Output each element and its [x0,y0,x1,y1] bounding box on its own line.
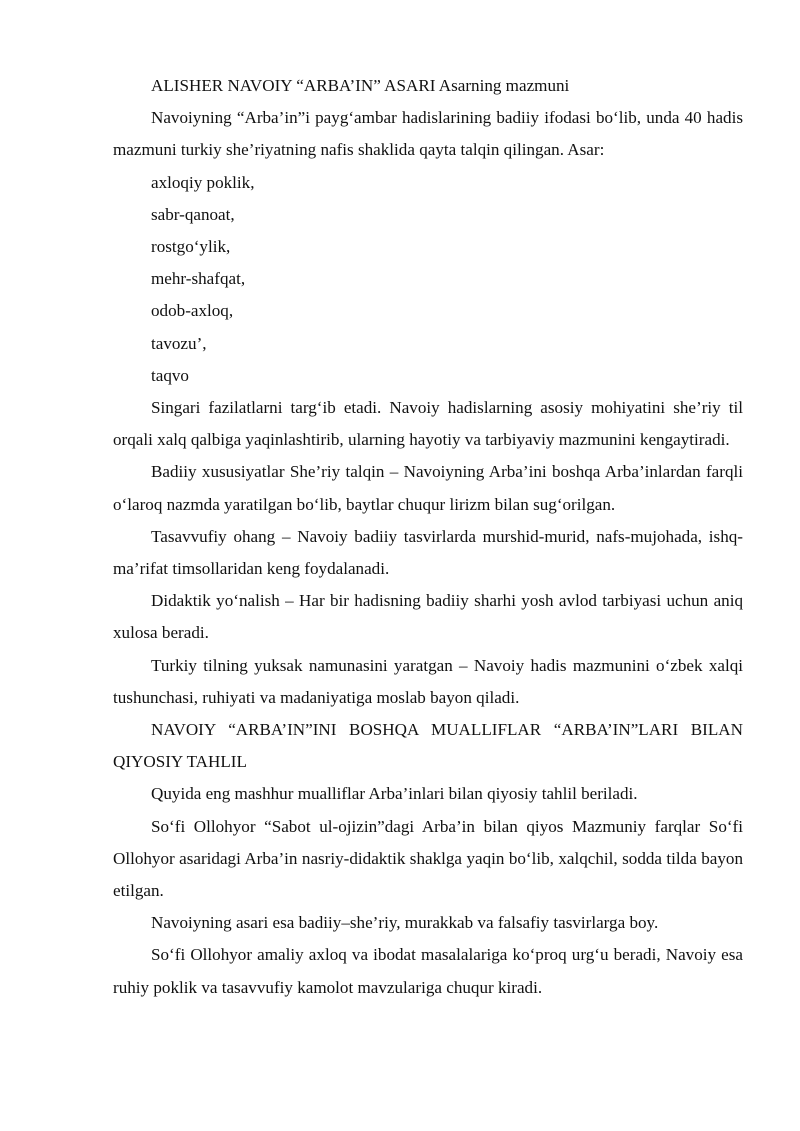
paragraph-sufi-emphasis: So‘fi Ollohyor amaliy axloq va ibodat masalalariga ko‘proq urg‘u beradi, Navoiy esa ruhiy poklik va tasavvufiy kamolot mavzulariga chuqur kiradi. [113,945,743,997]
section-title: NAVOIY “ARBA’IN”INI BOSHQA MUALLIFLAR “ARBA’IN”LARI BILAN QIYOSIY TAHLIL [113,720,743,772]
paragraph-sufi-comparison: So‘fi Ollohyor “Sabot ul-ojizin”dagi Arba’in bilan qiyos Mazmuniy farqlar So‘fi Ollohyor asaridagi Arba’in nasriy-didaktik shaklga yaqin bo‘lib, xalqchil, sodda tilda bayon etilgan. [113,816,743,901]
document-body [113,70,743,1004]
paragraph-navoiy-asar: Navoiyning asari esa badiiy–she’riy, murakkab va falsafiy tasvirlarga boy. [151,913,659,933]
intro-paragraph: Navoiyning “Arba’in”i payg‘ambar hadislarining badiiy ifodasi bo‘lib, unda 40 hadis mazmuni turkiy she’riyatning nafis shaklida qayta talqin qilingan. Asar: [113,108,743,160]
document-heading: ALISHER NAVOIY “ARBA’IN” ASARI Asarning mazmuni [151,76,570,95]
paragraph-badiiy: Badiiy xususiyatlar She’riy talqin – Navoiyning Arba’ini boshqa Arba’inlardan farqli o‘laroq nazmda yaratilgan bo‘lib, baytlar chuqur lirizm bilan sug‘orilgan. [113,462,743,514]
list-item: axloqiy poklik, [151,172,255,192]
list-item: tavozu’, [151,333,207,353]
list-item: rostgo‘ylik, [151,237,231,257]
paragraph-tasavvufiy: Tasavvufiy ohang – Navoiy badiiy tasvirlarda murshid-murid, nafs-mujohada, ishq-ma’rifat timsollaridan keng foydalanadi. [113,526,743,579]
list-item: mehr-shafqat, [151,269,246,289]
list-item: odob-axloq, [151,301,234,321]
paragraph-singari: Singari fazilatlarni targ‘ib etadi. Navoiy hadislarning asosiy mohiyatini she’riy til orqali xalq qalbiga yaqinlashtirib, ularning hayotiy va tarbiyaviy mazmunini kengaytiradi. [113,398,743,450]
paragraph-quyida: Quyida eng mashhur mualliflar Arba’inlari bilan qiyosiy tahlil beriladi. [151,784,638,804]
list-item: taqvo [151,365,189,385]
paragraph-didaktik: Didaktik yo‘nalish – Har bir hadisning badiiy sharhi yosh avlod tarbiyasi uchun aniq xulosa beradi. [113,591,743,643]
paragraph-turkiy: Turkiy tilning yuksak namunasini yaratgan – Navoiy hadis mazmunini o‘zbek xalqi tushunchasi, ruhiyati va madaniyatiga moslab bayon qiladi. [113,655,743,707]
list-item: sabr-qanoat, [151,204,235,224]
virtues-list [113,167,743,392]
